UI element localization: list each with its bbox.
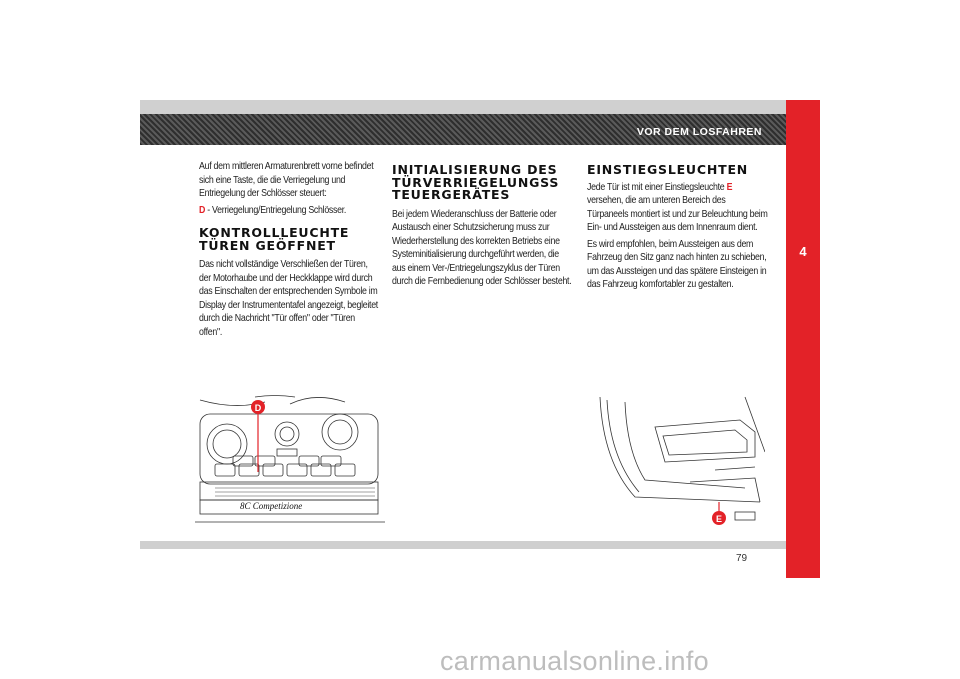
door-callout-label: E xyxy=(715,514,723,524)
console-drawing xyxy=(195,392,385,527)
console-badge-text: 8C Competizione xyxy=(240,501,303,511)
console-illustration xyxy=(195,392,385,527)
page-number: 79 xyxy=(736,553,748,564)
right-column xyxy=(587,164,772,292)
heading-kontrollleuchte: KONTROLLLEUCHTE TÜREN GEÖFFNET xyxy=(199,225,350,253)
middle-column xyxy=(392,164,570,289)
para1-after: versehen, die am unteren Bereich des Türpaneels montiert ist und zur Beleuchtung beim Ein- und Aussteigen aus dem Innenraum dient. xyxy=(587,194,768,233)
header-band-light-strip xyxy=(140,100,786,114)
left-column xyxy=(199,160,384,339)
section-title: VOR DEM LOSFAHREN xyxy=(636,126,762,138)
watermark-text: carmanualsonline.info xyxy=(440,646,709,676)
left-body: Das nicht vollständige Verschließen der Türen, der Motorhaube und der Heckklappe wird durch das Einschalten der entsprechenden Symbole im Display der Instrumententafel angezeigt, begleitet durch die Nachricht "Tür offen" oder "Türen offen". xyxy=(199,258,378,338)
chapter-tab xyxy=(786,100,820,578)
para1-before: Jede Tür ist mit einer Einstiegsleuchte xyxy=(587,180,727,193)
header-band xyxy=(140,100,786,145)
heading-initialisierung: INITIALISIERUNG DES TÜRVERRIEGELUNGSSTEUERGERÄTES xyxy=(392,162,560,202)
letter-e: E xyxy=(726,180,733,193)
chapter-number: 4 xyxy=(799,244,807,259)
right-para-1 xyxy=(587,181,768,235)
left-intro: Auf dem mittleren Armaturenbrett vorne befindet sich eine Taste, die die Verriegelung und Entriegelung der Schlösser steuert: xyxy=(199,160,374,199)
door-drawing xyxy=(595,392,765,527)
item-letter-d: D xyxy=(199,203,206,216)
footer-rule xyxy=(140,541,786,549)
console-callout-label: D xyxy=(254,403,262,413)
door-illustration xyxy=(595,392,765,527)
item-text: - Verriegelung/Entriegelung Schlösser. xyxy=(205,203,347,216)
heading-einstiegsleuchten: EINSTIEGSLEUCHTEN xyxy=(587,162,749,177)
middle-body: Bei jedem Wiederanschluss der Batterie oder Austausch einer Schutzsicherung muss zur Wiederherstellung des korrekten Betriebs eine Systeminitialisierung durchgeführt werden, die aus einem Ver-/Entriegelungszyklus der Türen durch die Fernbedienung oder Schlösser besteht. xyxy=(392,207,572,287)
right-para-2: Es wird empfohlen, beim Aussteigen aus dem Fahrzeug den Sitz ganz nach hinten zu schieben, um das Aussteigen und das spätere Einsteigen in das Fahrzeug komfortabler zu gestalten. xyxy=(587,237,767,290)
left-item xyxy=(199,204,380,218)
